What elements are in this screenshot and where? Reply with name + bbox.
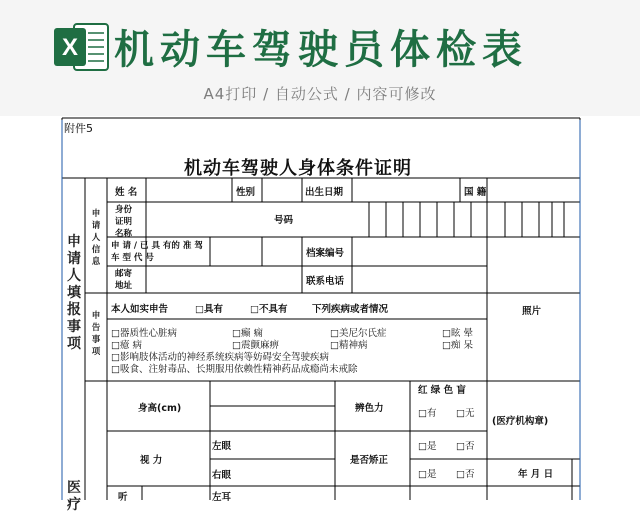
left-eye-label: 左眼 (212, 441, 232, 452)
section-medical-label: 医疗 (67, 480, 81, 513)
sub-info-label: 申请人信息 (91, 209, 101, 267)
height-label: 身高(cm) (138, 403, 182, 414)
disease-neuro[interactable]: □影响肢体活动的神经系统疾病等妨碍安全驾驶疾病 (111, 352, 329, 363)
name-label: 姓 名 (115, 187, 138, 198)
option-no[interactable]: □无 (456, 408, 475, 419)
date-label: 年 月 日 (518, 469, 554, 480)
red-green-label: 红 绿 色 盲 (418, 385, 466, 396)
option-yes[interactable]: □有 (418, 408, 437, 419)
id-doc-label: 身份证明名称 (115, 205, 133, 239)
vehicle-class-label: 申 请 / 已 具 有的 准 驾 车 型 代 号 (111, 241, 203, 263)
corrected-label: 是否矫正 (350, 455, 389, 466)
vision-label: 视 力 (140, 455, 163, 466)
form-title: 机动车驾驶人身体条件证明 (184, 158, 412, 179)
phone-label: 联系电话 (306, 276, 345, 287)
seal-label: (医疗机构章) (492, 416, 549, 427)
option-is-1[interactable]: □是 (418, 441, 437, 452)
disease-epilepsy[interactable]: □癫 痫 (232, 328, 263, 339)
excel-x-icon (52, 20, 110, 74)
option-not-have[interactable]: □不具有 (250, 304, 288, 315)
attachment-label: 附件5 (64, 122, 93, 135)
hearing-label: 听 (118, 492, 128, 503)
disease-text: 下列疾病或者情况 (312, 304, 389, 315)
disease-heart[interactable]: □器质性心脏病 (111, 328, 177, 339)
nationality-label: 国 籍 (464, 187, 487, 198)
sub-declare-label: 申告事项 (91, 311, 101, 357)
page-title: 机动车驾驶员体检表 (114, 27, 528, 73)
disease-mental[interactable]: □精神病 (330, 340, 368, 351)
page-subtitle: A4打印 / 自动公式 / 内容可修改 (203, 85, 437, 103)
option-have[interactable]: □具有 (195, 304, 223, 315)
left-ear-label: 左耳 (212, 492, 232, 503)
disease-paralysis[interactable]: □震颤麻痹 (232, 340, 279, 351)
option-not-2[interactable]: □否 (456, 469, 475, 480)
disease-meniere[interactable]: □美尼尔氏症 (330, 328, 387, 339)
section-applicant-label: 申请人填报事项 (67, 234, 81, 352)
right-eye-label: 右眼 (212, 470, 232, 481)
declare-lead: 本人如实申告 (111, 304, 169, 315)
birth-label: 出生日期 (305, 187, 344, 198)
archive-number-label: 档案编号 (306, 248, 345, 259)
id-number-label: 号码 (274, 215, 294, 226)
form-sheet (52, 116, 590, 513)
color-vision-label: 辨色力 (355, 403, 384, 414)
gender-label: 性别 (236, 187, 256, 198)
disease-vertigo[interactable]: □眩 晕 (442, 328, 473, 339)
disease-hysteria[interactable]: □癔 病 (111, 340, 142, 351)
address-label: 邮寄地址 (115, 269, 133, 291)
disease-drugs[interactable]: □吸食、注射毒品、长期服用依赖性精神药品成瘾尚未戒除 (111, 364, 358, 375)
svg-text:X: X (61, 34, 79, 61)
disease-dementia[interactable]: □痴 呆 (442, 340, 473, 351)
option-not-1[interactable]: □否 (456, 441, 475, 452)
template-banner (0, 0, 640, 116)
photo-label: 照片 (522, 306, 542, 317)
option-is-2[interactable]: □是 (418, 469, 437, 480)
